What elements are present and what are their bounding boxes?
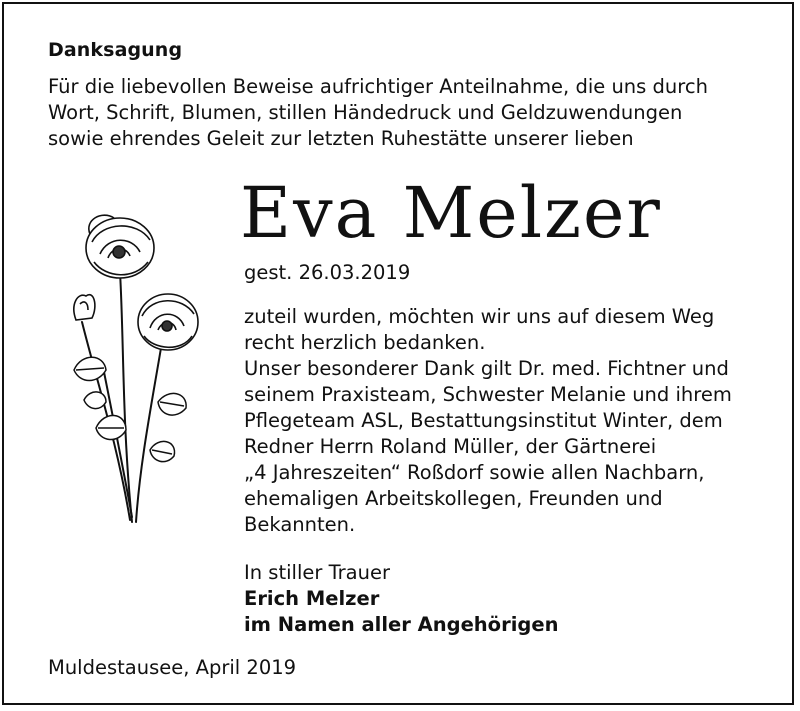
body-line: ehemaligen Arbeitskollegen, Freunden und	[244, 487, 663, 510]
rose-illustration-icon	[62, 192, 222, 532]
deceased-name: Eva Melzer	[240, 172, 662, 254]
mourning-line: In stiller Trauer	[244, 561, 390, 584]
signer-name: Erich Melzer	[244, 587, 380, 610]
signature-block	[244, 560, 764, 638]
thanks-paragraph	[244, 304, 774, 538]
intro-line: Für die liebevollen Beweise aufrichtiger Anteilnahme, die uns durch	[48, 75, 708, 98]
intro-paragraph	[48, 74, 748, 152]
date-of-death: gest. 26.03.2019	[244, 261, 411, 284]
body-line: Pflegeteam ASL, Bestattungsinstitut Winter, dem	[244, 409, 723, 432]
intro-line: sowie ehrendes Geleit zur letzten Ruhestätte unserer lieben	[48, 127, 634, 150]
place-and-date: Muldestausee, April 2019	[48, 656, 297, 679]
body-line: seinem Praxisteam, Schwester Melanie und ihrem	[244, 383, 732, 406]
body-line: Redner Herrn Roland Müller, der Gärtnerei	[244, 435, 657, 458]
body-line: „4 Jahreszeiten“ Roßdorf sowie allen Nachbarn,	[244, 461, 705, 484]
body-line: zuteil wurden, möchten wir uns auf diesem Weg	[244, 305, 715, 328]
heading: Danksagung	[48, 39, 183, 61]
body-line: Bekannten.	[244, 513, 356, 536]
family-line: im Namen aller Angehörigen	[244, 613, 559, 636]
body-line: Unser besonderer Dank gilt Dr. med. Fichtner und	[244, 357, 729, 380]
death-notice-card	[2, 2, 794, 705]
body-line: recht herzlich bedanken.	[244, 331, 486, 354]
intro-line: Wort, Schrift, Blumen, stillen Händedruck und Geldzuwendungen	[48, 101, 683, 124]
